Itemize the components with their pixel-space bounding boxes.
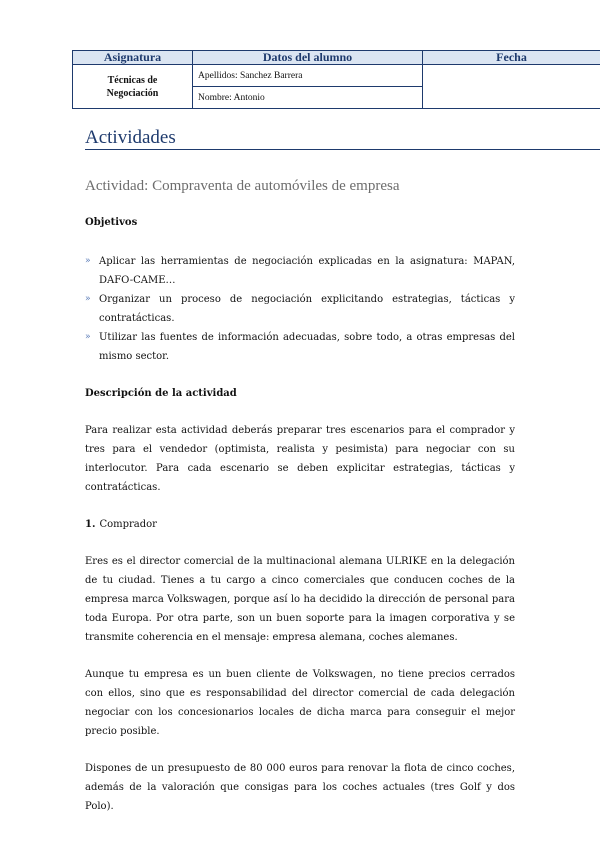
course-name-line2: Negociación — [106, 87, 159, 99]
activity-content — [85, 213, 515, 816]
buyer-paragraph-2: Aunque tu empresa es un buen cliente de Volkswagen, no tiene precios cerrados con ellos, sino que es responsabilidad del director comercial de cada delegación negociar con los concesionarios locales de dicha marca para conseguir el mejor precio posible. — [85, 669, 515, 737]
date-column-header: Fecha — [423, 51, 600, 65]
buyer-heading — [85, 515, 515, 534]
buyer-paragraph-3: Dispones de un presupuesto de 80 000 euros para renovar la flota de cinco coches, además de la valoración que consigas para los coches actuales (tres Golf y dos Polo). — [85, 763, 515, 812]
course-name — [73, 65, 193, 109]
section-divider — [85, 149, 600, 150]
header-table — [72, 50, 600, 109]
description-heading: Descripción de la actividad — [85, 388, 237, 399]
student-surname: Apellidos: Sanchez Barrera — [193, 65, 423, 87]
date-value — [423, 65, 600, 109]
course-name-line1: Técnicas de — [107, 74, 158, 86]
bullet-icon: » — [85, 294, 91, 304]
bullet-icon: » — [85, 256, 91, 266]
description-text: Para realizar esta actividad deberás preparar tres escenarios para el comprador y tres para el vendedor (optimista, realista y pesimista) para negociar con su interlocutor. Para cada escenario se deben explicitar estrategias, tácticas y contratácticas. — [85, 425, 515, 493]
buyer-title: Comprador — [99, 519, 157, 530]
section-title: Actividades — [85, 127, 176, 148]
student-column-header: Datos del alumno — [193, 51, 423, 65]
bullet-icon: » — [85, 332, 91, 342]
objective-item: » Aplicar las herramientas de negociación explicadas en la asignatura: MAPAN, DAFO-CAME… — [85, 252, 515, 290]
objective-item: » Utilizar las fuentes de información adecuadas, sobre todo, a otras empresas del mismo sector. — [85, 328, 515, 366]
subject-column-header: Asignatura — [73, 51, 193, 65]
objectives-heading: Objetivos — [85, 217, 138, 228]
objectives-list — [85, 252, 515, 366]
activity-title: Actividad: Compraventa de automóviles de empresa — [85, 178, 400, 194]
buyer-number: 1. — [85, 519, 96, 530]
student-name: Nombre: Antonio — [193, 87, 423, 109]
buyer-paragraph-1: Eres es el director comercial de la multinacional alemana ULRIKE en la delegación de tu ciudad. Tienes a tu cargo a cinco comerciales que conducen coches de la empresa marca Volkswagen, porque así lo ha decidido la dirección de personal para toda Europa. Por otra parte, son un buen soporte para la imagen corporativa y se transmite coherencia en el mensaje: empresa alemana, coches alemanes. — [85, 556, 515, 643]
objective-item: » Organizar un proceso de negociación explicitando estrategias, tácticas y contratácticas. — [85, 290, 515, 328]
